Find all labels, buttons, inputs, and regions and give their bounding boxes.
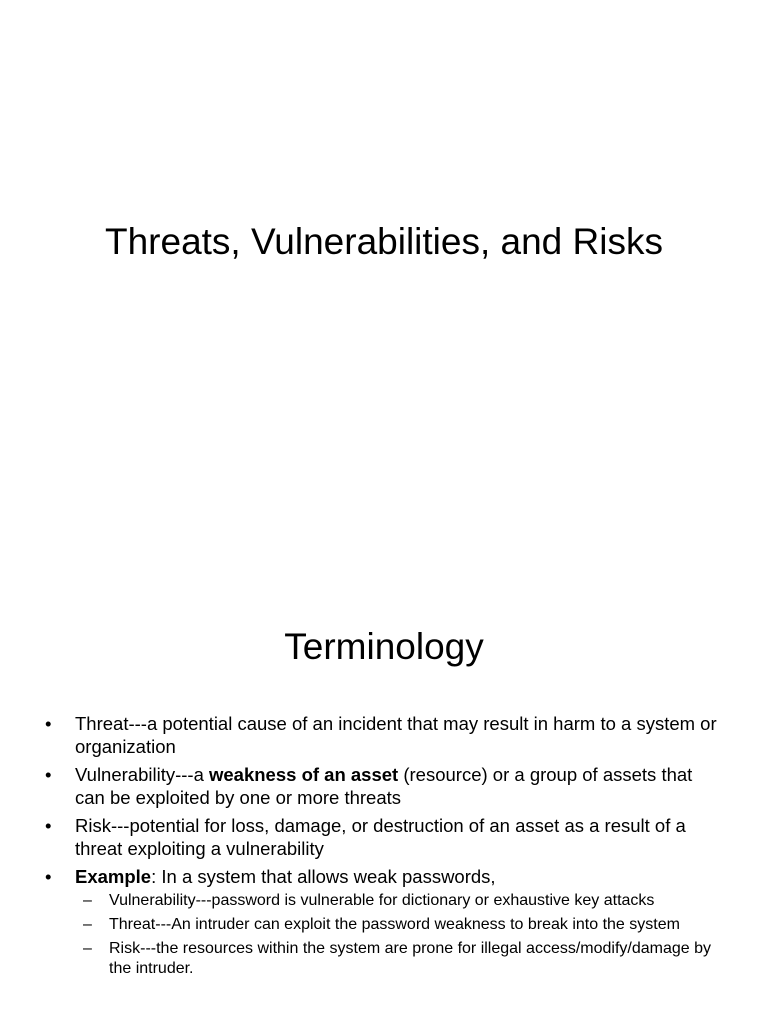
- bullet-text-prefix: Vulnerability---a: [75, 764, 209, 785]
- bullet-risk: [45, 814, 725, 860]
- bullet-text: Risk---potential for loss, damage, or destruction of an asset as a result of a threat exploiting a vulnerability: [75, 815, 686, 859]
- sub-bullet-text: Vulnerability---password is vulnerable for dictionary or exhaustive key attacks: [109, 892, 655, 909]
- bullet-text-suffix: (resource) or a group of assets that can be exploited by one or more threats: [75, 764, 693, 808]
- sub-bullet-vulnerability: [75, 891, 725, 911]
- dash-icon: –: [83, 916, 92, 933]
- bullet-vulnerability: [45, 763, 725, 809]
- bullet-icon: •: [45, 713, 52, 734]
- sub-bullet-text: Risk---the resources within the system are prone for illegal access/modify/damage by the intruder.: [109, 940, 712, 977]
- slide-heading: Terminology: [284, 626, 484, 667]
- bullet-example: [45, 865, 725, 979]
- sub-bullet-risk: [75, 939, 725, 979]
- terminology-slide: [0, 576, 768, 1024]
- bullet-text: Threat---a potential cause of an incident that may result in harm to a system or organization: [75, 713, 717, 757]
- bullet-text-suffix: : In a system that allows weak passwords,: [151, 866, 496, 887]
- sub-bullet-threat: [75, 915, 725, 935]
- bullet-icon: •: [45, 815, 52, 836]
- dash-icon: –: [83, 940, 92, 957]
- bullet-icon: •: [45, 866, 52, 887]
- bullet-text-bold: Example: [75, 866, 152, 887]
- sub-bullet-list: [75, 891, 725, 979]
- bullet-icon: •: [45, 764, 52, 785]
- slide-title: Threats, Vulnerabilities, and Risks: [105, 221, 663, 262]
- dash-icon: –: [83, 892, 92, 909]
- sub-bullet-text: Threat---An intruder can exploit the password weakness to break into the system: [109, 916, 680, 933]
- bullet-threat: [45, 712, 725, 758]
- bullet-list: [45, 712, 725, 984]
- bullet-text-bold: weakness of an asset: [209, 764, 399, 785]
